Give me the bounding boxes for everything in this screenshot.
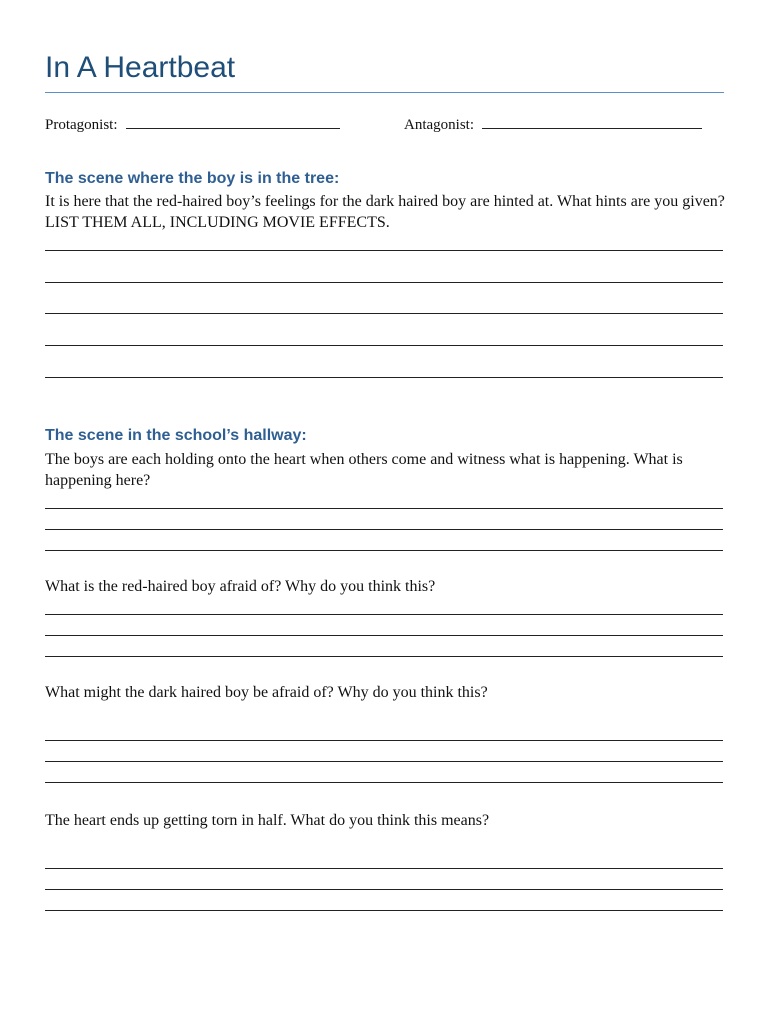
answer-line[interactable] xyxy=(45,910,723,911)
answer-line[interactable] xyxy=(45,550,723,551)
answer-line[interactable] xyxy=(45,635,723,636)
antagonist-blank[interactable] xyxy=(482,114,702,129)
tree-scene-heading: The scene where the boy is in the tree: xyxy=(45,170,340,187)
answer-line[interactable] xyxy=(45,740,723,741)
hallway-scene-heading: The scene in the school’s hallway: xyxy=(45,427,307,444)
protagonist-field xyxy=(45,114,340,134)
title-underline xyxy=(45,92,724,93)
question-1-answer-lines[interactable] xyxy=(45,614,723,660)
tree-scene-answer-lines[interactable] xyxy=(45,250,723,380)
answer-line[interactable] xyxy=(45,282,723,283)
question-torn-heart: The heart ends up getting torn in half. What do you think this means? xyxy=(45,812,490,829)
character-fields xyxy=(0,114,768,136)
answer-line[interactable] xyxy=(45,377,723,378)
question-red-haired-boy: What is the red-haired boy afraid of? Why do you think this? xyxy=(45,578,436,595)
answer-line[interactable] xyxy=(45,614,723,615)
answer-line[interactable] xyxy=(45,868,723,869)
answer-line[interactable] xyxy=(45,656,723,657)
answer-line[interactable] xyxy=(45,761,723,762)
answer-line[interactable] xyxy=(45,529,723,530)
hallway-scene-prompt: The boys are each holding onto the heart when others come and witness what is happening. What is happening here? xyxy=(45,451,683,489)
answer-line[interactable] xyxy=(45,508,723,509)
question-2-answer-lines[interactable] xyxy=(45,740,723,786)
answer-line[interactable] xyxy=(45,313,723,314)
page-title: In A Heartbeat xyxy=(45,51,236,84)
answer-line[interactable] xyxy=(45,345,723,346)
antagonist-label: Antagonist: xyxy=(404,117,474,133)
answer-line[interactable] xyxy=(45,889,723,890)
protagonist-label: Protagonist: xyxy=(45,117,118,133)
answer-line[interactable] xyxy=(45,250,723,251)
tree-scene-prompt: It is here that the red-haired boy’s feelings for the dark haired boy are hinted at. What hints are you given? LIST THEM ALL, INCLUDING MOVIE EFFECTS. xyxy=(45,193,725,231)
question-3-answer-lines[interactable] xyxy=(45,868,723,914)
antagonist-field xyxy=(404,114,702,134)
hallway-scene-answer-lines[interactable] xyxy=(45,508,723,554)
answer-line[interactable] xyxy=(45,782,723,783)
protagonist-blank[interactable] xyxy=(126,114,340,129)
question-dark-haired-boy: What might the dark haired boy be afraid of? Why do you think this? xyxy=(45,684,488,701)
